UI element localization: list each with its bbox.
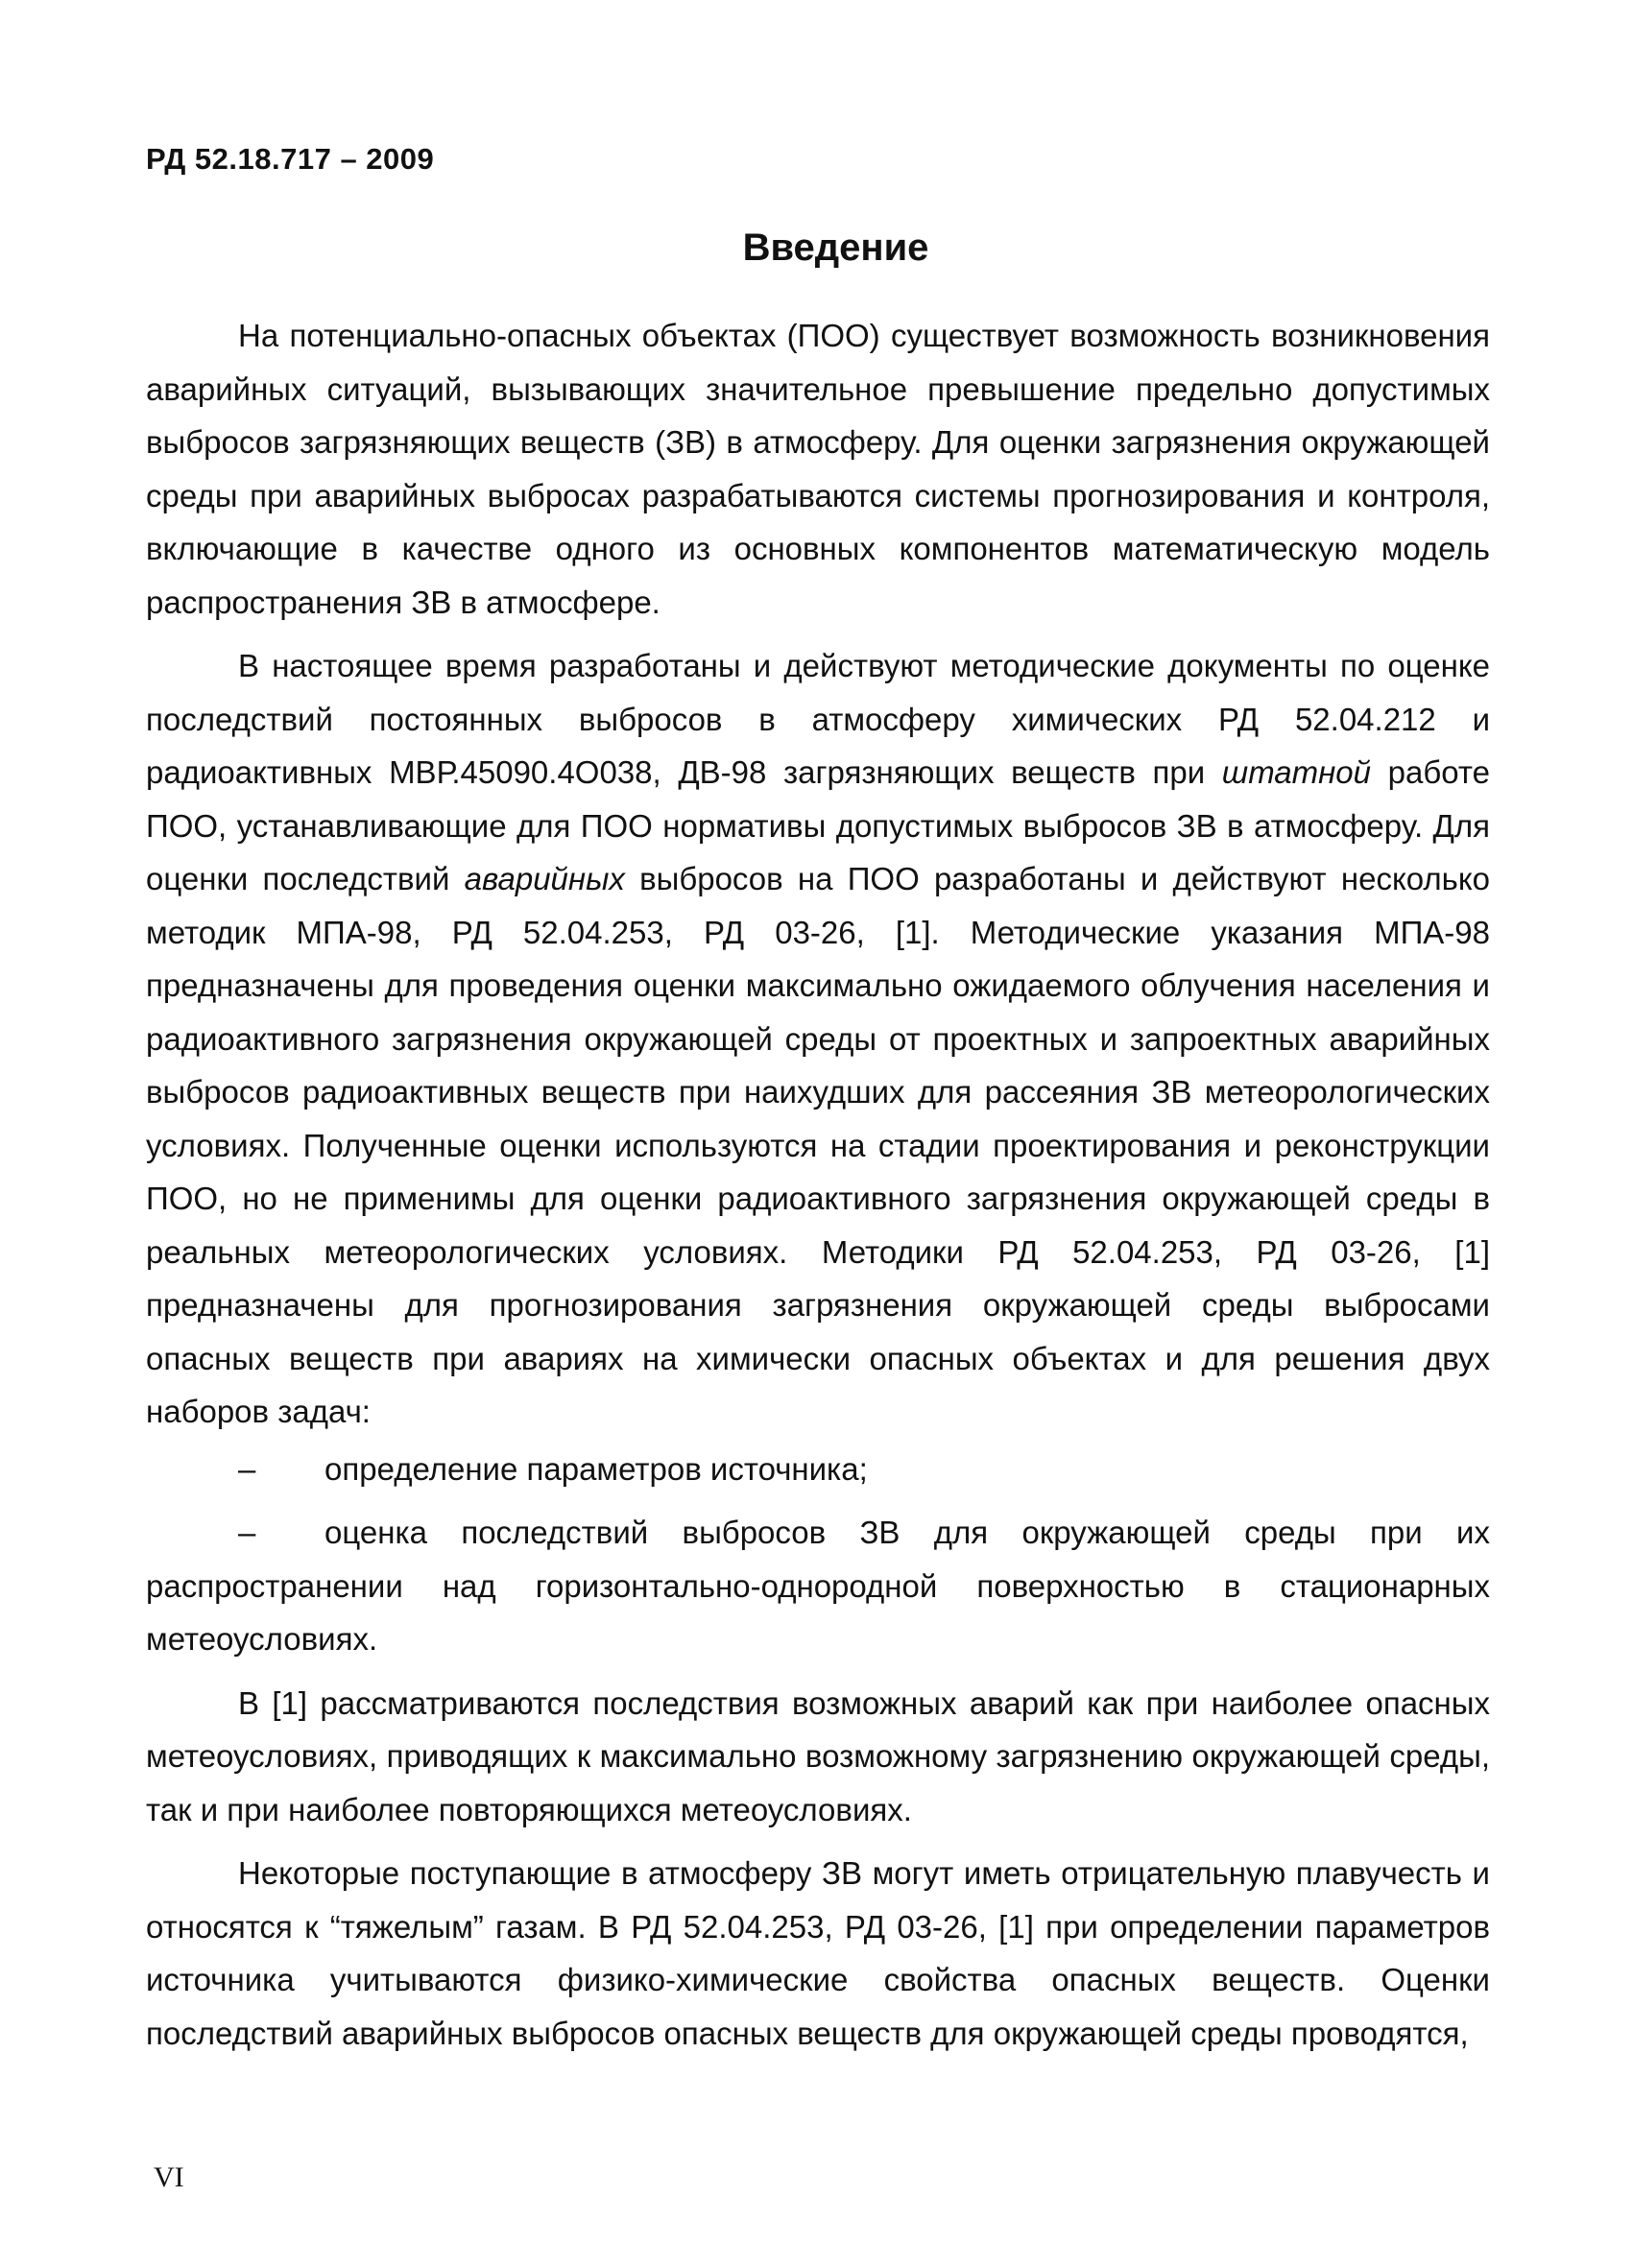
- list-item-2-text: оценка последствий выбросов ЗВ для окружающей среды при их распространении над горизонтально-однородной поверхностью в стационарных метеоусловиях.: [146, 1515, 1490, 1657]
- paragraph-2-text-c: выбросов на ПОО разработаны и действуют несколько методик МПА-98, РД 52.04.253, РД 03-26, [1]. Методические указания МПА-98 предназначены для проведения оценки максимально ожидаемого облучения населения и радиоактивного загрязнения окружающей среды от проектных и запроектных аварийных выбросов радиоактивных веществ при наихудших для рассеяния ЗВ метеорологических условиях. Полученные оценки используются на стадии проектирования и реконструкции ПОО, но не применимы для оценки радиоактивного загрязнения окружающей среды в реальных метеорологических условиях. Методики РД 52.04.253, РД 03-26, [1] предназначены для прогнозирования загрязнения окружающей среды выбросами опасных веществ при авариях на химически опасных объектах и для решения двух наборов задач:: [146, 861, 1490, 1429]
- document-code-header: РД 52.18.717 – 2009: [146, 142, 435, 176]
- list-item-1: [146, 1443, 1490, 1496]
- section-title: Введение: [742, 227, 929, 269]
- list-dash: –: [238, 1515, 256, 1550]
- paragraph-2-emphasis-1: штатной: [1221, 754, 1372, 790]
- paragraph-2-emphasis-2: аварийных: [464, 861, 625, 896]
- list-item-2: [146, 1506, 1490, 1666]
- paragraph-3: В [1] рассматриваются последствия возможных аварий как при наиболее опасных метеоусловиях, приводящих к максимально возможному загрязнению окружающей среды, так и при наиболее повторяющихся метеоусловиях.: [146, 1684, 1490, 1827]
- body-text: [146, 309, 1490, 2070]
- page-number: VI: [154, 2161, 184, 2193]
- paragraph-2-text-a: В настоящее время разработаны и действуют методические документы по оценке последствий постоянных выбросов в атмосферу химических РД 52.04.212 и радиоактивных МВР.45090.4О038, ДВ-98 загрязняющих веществ при: [146, 648, 1490, 790]
- list-dash: –: [238, 1450, 256, 1487]
- paragraph-1: На потенциально-опасных объектах (ПОО) существует возможность возникновения аварийных ситуаций, вызывающих значительное превышение предельно допустимых выбросов загрязняющих веществ (ЗВ) в атмосферу. Для оценки загрязнения окружающей среды при аварийных выбросах разрабатываются системы прогнозирования и контроля, включающие в качестве одного из основных компонентов математическую модель распространения ЗВ в атмосфере.: [146, 318, 1490, 620]
- paragraph-2-text-b: работе ПОО, устанавливающие для ПОО нормативы допустимых выбросов ЗВ в атмосферу. Для оценки последствий: [146, 754, 1490, 896]
- list-item-1-text: определение параметров источника;: [324, 1450, 868, 1487]
- paragraph-2: [146, 639, 1490, 1439]
- paragraph-4: Некоторые поступающие в атмосферу ЗВ могут иметь отрицательную плавучесть и относятся к “тяжелым” газам. В РД 52.04.253, РД 03-26, [1] при определении параметров источника учитываются физико-химические свойства опасных веществ. Оценки последствий аварийных выбросов опасных веществ для окружающей среды проводятся,: [146, 1855, 1490, 2051]
